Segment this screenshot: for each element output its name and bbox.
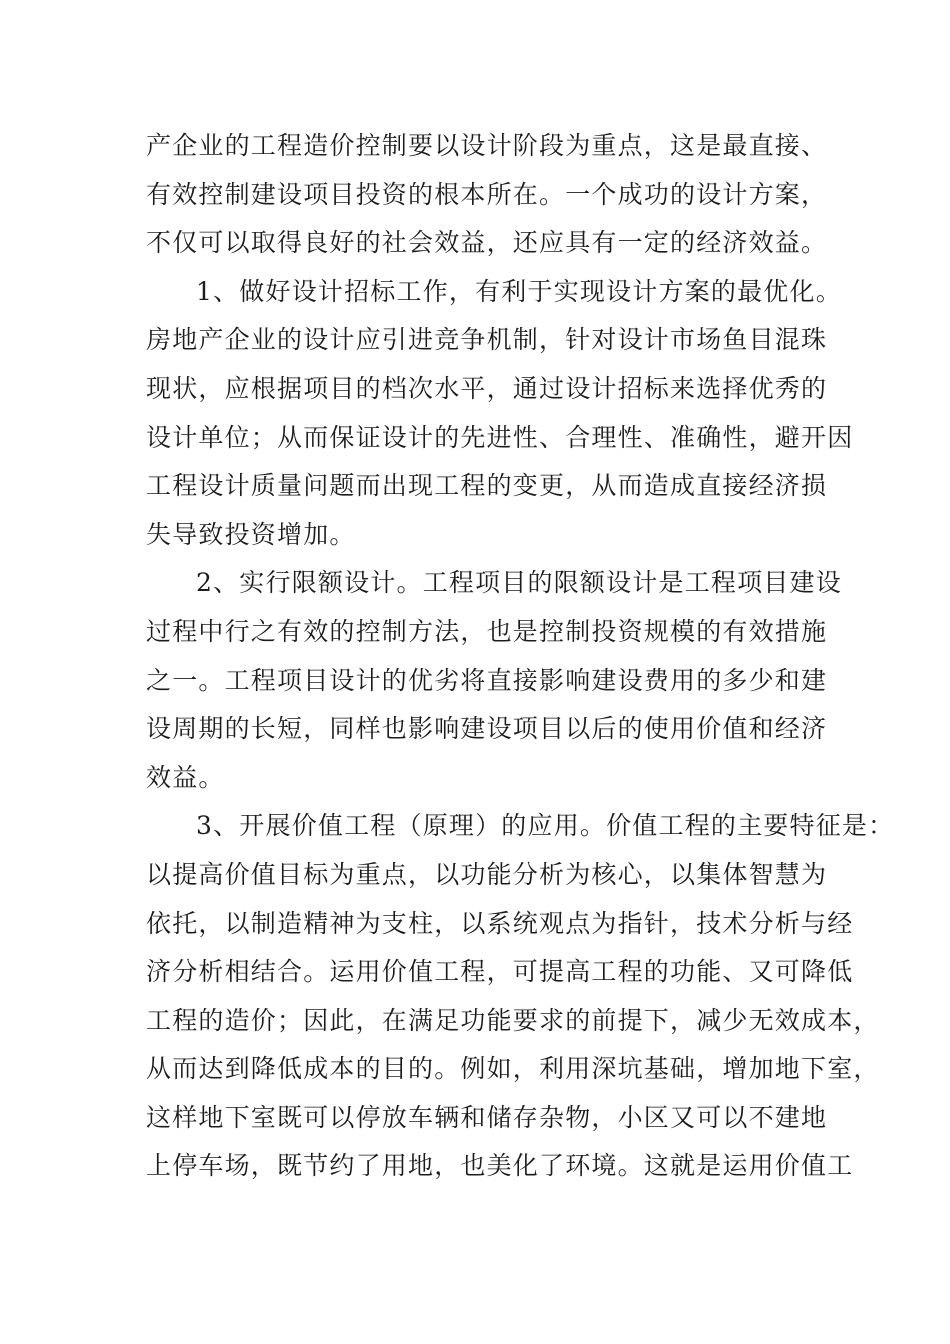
paragraph-intro [146,122,828,268]
text-line: 依托，以制造精神为支柱，以系统观点为指针，技术分析与经 [146,908,854,938]
text-line: 不仅可以取得良好的社会效益，还应具有一定的经济效益。 [146,228,828,258]
text-line: 济分析相结合。运用价值工程，可提高工程的功能、又可降低 [146,957,854,987]
text-line: 以提高价值目标为重点，以功能分析为核心，以集体智慧为 [146,859,828,889]
text-line: 过程中行之有效的控制方法，也是控制投资规模的有效措施 [146,616,828,646]
text-line: 1、做好设计招标工作，有利于实现设计方案的最优化。 [196,276,842,306]
paragraph-value-engineering [146,802,895,1191]
text-line: 有效控制建设项目投资的根本所在。一个成功的设计方案， [146,179,828,209]
paragraph-limit-design [146,559,842,802]
text-line: 效益。 [146,762,225,792]
text-line: 设周期的长短，同样也影响建设项目以后的使用价值和经济 [146,714,828,744]
text-line: 房地产企业的设计应引进竞争机制，针对设计市场鱼目混珠 [146,325,828,355]
document-body [146,122,895,1191]
text-line: 上停车场，既节约了用地，也美化了环境。这就是运用价值工 [146,1151,854,1181]
text-line: 3、开展价值工程（原理）的应用。价值工程的主要特征是： [196,811,895,841]
text-line: 这样地下室既可以停放车辆和储存杂物，小区又可以不建地 [146,1102,828,1132]
text-line: 设计单位；从而保证设计的先进性、合理性、准确性，避开因 [146,422,854,452]
text-line: 失导致投资增加。 [146,519,356,549]
paragraph-design-bidding [146,268,854,560]
text-line: 工程设计质量问题而出现工程的变更，从而造成直接经济损 [146,471,828,501]
text-line: 之一。工程项目设计的优劣将直接影响建设费用的多少和建 [146,665,828,695]
text-line: 2、实行限额设计。工程项目的限额设计是工程项目建设 [196,568,842,598]
text-line: 工程的造价；因此，在满足功能要求的前提下，减少无效成本， [146,1005,880,1035]
text-line: 产企业的工程造价控制要以设计阶段为重点，这是最直接、 [146,131,828,160]
text-line: 现状，应根据项目的档次水平，通过设计招标来选择优秀的 [146,373,828,403]
text-line: 从而达到降低成本的目的。例如，利用深坑基础，增加地下室， [146,1054,880,1084]
